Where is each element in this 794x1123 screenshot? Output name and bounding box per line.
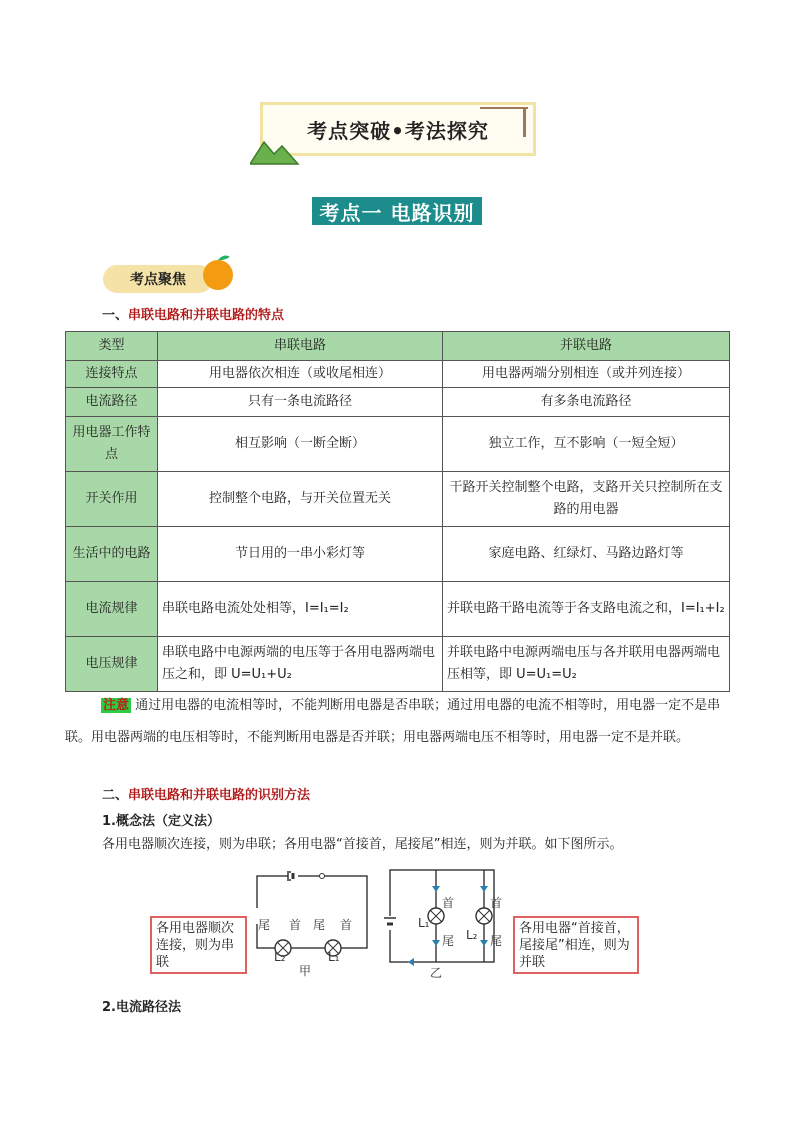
table-cell: 并联电路中电源两端电压与各并联用电器两端电压相等，即 U=U₁=U₂ [443,637,730,692]
comparison-table [65,331,730,692]
part2-heading [102,784,310,803]
head-label: 首 [289,918,302,932]
table-row [66,527,730,582]
parallel-circuit-diagram [384,866,504,966]
lamp-l2-label: L₂ [466,928,478,942]
row-label: 连接特点 [66,361,158,388]
table-row [66,582,730,637]
method1-title: 1.概念法（定义法） [102,814,220,829]
figure-yi-label: 乙 [430,966,443,980]
table-row [66,637,730,692]
table-cell: 相互影响（一断全断） [158,417,443,472]
table-cell: 独立工作，互不影响（一短全短） [443,417,730,472]
lamp-l2-label: L₂ [274,950,286,964]
section-title: 考点一 电路识别 [312,197,482,225]
table-row [66,361,730,388]
head-label: 首 [490,896,503,910]
tail-label: 尾 [258,918,271,932]
parallel-callout: 各用电器“首接首，尾接尾”相连，则为并联 [513,916,639,974]
header-banner [260,102,536,156]
tail-label: 尾 [313,918,326,932]
table-header-row [66,332,730,361]
series-callout: 各用电器顺次连接，则为串联 [150,916,247,974]
table-header: 并联电路 [443,332,730,361]
note-text: 通过用电器的电流相等时，不能判断用电器是否串联；通过用电器的电流不相等时，用电器一定不是串联。用电器两端的电压相等时，不能判断用电器是否并联；用电器两端电压不相等时，用电器一定不是并联。 [65,698,721,745]
note-paragraph [65,690,729,754]
table-header: 串联电路 [158,332,443,361]
banner-decoration [480,107,528,109]
head-label: 首 [442,896,455,910]
table-row [66,472,730,527]
orange-icon [200,253,236,293]
row-label: 电流路径 [66,388,158,417]
tail-label: 尾 [490,934,503,948]
row-label: 电流规律 [66,582,158,637]
table-cell: 有多条电流路径 [443,388,730,417]
table-cell: 串联电路电流处处相等，I=I₁=I₂ [158,582,443,637]
banner-decoration [523,107,526,137]
method1-text: 各用电器顺次连接，则为串联；各用电器“首接首，尾接尾”相连，则为并联。如下图所示。 [102,837,623,852]
figure-jia-label: 甲 [299,964,312,978]
row-label: 用电器工作特点 [66,417,158,472]
banner-title: 考点突破•考法探究 [307,118,489,143]
focus-badge: 考点聚焦 [103,265,213,293]
mountain-icon [250,138,300,166]
table-cell: 用电器依次相连（或收尾相连） [158,361,443,388]
lamp-l1-label: L₁ [328,950,340,964]
part2-title: 串联电路和并联电路的识别方法 [128,788,311,803]
note-tag: 注意 [103,698,130,713]
head-label: 首 [340,918,353,932]
table-cell: 节日用的一串小彩灯等 [158,527,443,582]
part2-prefix: 二、 [102,788,129,803]
part1-prefix: 一、 [102,308,129,323]
table-cell: 只有一条电流路径 [158,388,443,417]
part1-heading [102,304,284,323]
row-label: 生活中的电路 [66,527,158,582]
lamp-l1-label: L₁ [418,916,430,930]
table-cell: 干路开关控制整个电路，支路开关只控制所在支路的用电器 [443,472,730,527]
row-label: 开关作用 [66,472,158,527]
method2-title: 2.电流路径法 [102,1000,181,1015]
table-cell: 家庭电路、红绿灯、马路边路灯等 [443,527,730,582]
table-row [66,417,730,472]
table-header: 类型 [66,332,158,361]
table-cell: 控制整个电路，与开关位置无关 [158,472,443,527]
table-cell: 并联电路干路电流等于各支路电流之和，I=I₁+I₂ [443,582,730,637]
part1-title: 串联电路和并联电路的特点 [128,308,285,323]
row-label: 电压规律 [66,637,158,692]
table-cell: 串联电路中电源两端的电压等于各用电器两端电压之和，即 U=U₁+U₂ [158,637,443,692]
table-row [66,388,730,417]
table-cell: 用电器两端分别相连（或并列连接） [443,361,730,388]
tail-label: 尾 [442,934,455,948]
